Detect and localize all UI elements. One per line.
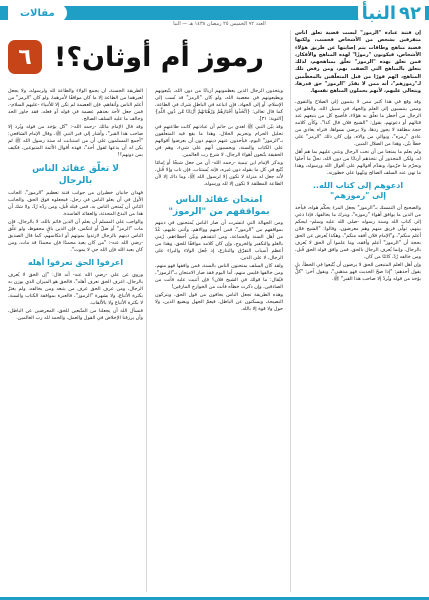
column-divider — [290, 30, 291, 592]
column-right — [295, 30, 421, 592]
body-paragraph: ويذكر الإمام ابن تيمية -رحمه الله- أن من جعل شيخًا أو إمامًا يُتّبع في كل ما يقوله دون غيره، فإنه يُستتاب، فإن تاب وإلا قُتل، لأنه جعل له منزلة لا تكون إلا لرسول الله ﷺ، وما ذاك إلا لأن الطاعة المطلقة لا تكون إلا لله ورسوله. — [155, 160, 283, 187]
body-paragraph: ولم يعلم ما يمنعنا من أن نحب الرجال ونثني عليهم بما هم أهل له، ولكن المحذور أن نتخذهم أربابًا من دون الله، نحلّ ما أحلوا ونحرّم ما حرّموا، ونقدّم أقوالهم على أقوال الله ورسوله، وهذا ما نهى عنه السلف الصالح ونبّهوا على خطورته. — [295, 148, 421, 176]
pull-quote-line: بالرجال — [58, 176, 93, 186]
body-paragraph: فهذان جانبان خطيران من جوانب فتنة تعظيم "الرموز"، الجانب الأول في أن يغلو الناس في رجل، فيجعلوه فوق الحق، والجانب الثاني أن يُمتحن الناس به، فمن قبله قُبل، ومن ردّه رُدّ، ولا شك أن هذا من البدع المحدثة، والعقائد الفاسدة. — [8, 190, 143, 217]
body-paragraph: وروي عن علي -رضي الله عنه- أنه قال: "إن الحق لا يُعرف بالرجال، اعرف الحق تعرف أهله"، فالحق هو الميزان الذي يوزن به الرجال، ومن عرف الحق عرف من يتبعه ومن يخالفه، ولم يغترّ بكثرة الأتباع، ولا بشهرة "الرموز"، فالعبرة بموافقة الكتاب والسنة، لا بكثرة الأتباع ولا بالألقاب. — [8, 272, 143, 306]
series-number-badge: ٦ — [8, 40, 42, 74]
body-paragraph: وهذه الطريقة تجعل الناس يخافون من قول الحق، ويتركون النصيحة، ويسكتون عن الباطل، فيعمّ الجهل ويضيع الدين، ولا حول ولا قوة إلا بالله. — [155, 292, 283, 312]
pull-quote-line: بمواقفهم من "الرموز" — [168, 207, 270, 217]
body-paragraph: وقد بيّن النبي ﷺ لعدي بن حاتم أن عبادتهم كانت طاعتهم في تحليل الحرام وتحريم الحلال، وهذا ما يقع فيه المتعلّقون بـ"الرموز" اليوم، فيأخذون عنهم دينهم دون أن يعرضوا أقوالهم على الكتاب والسنة، ويحسبون أنهم على شيء، وهم في الحقيقة يتّبعون أهواء الرجال، لا شرع رب العالمين. — [155, 124, 283, 158]
pull-quote-line: امتحان عقائد الناس — [175, 195, 263, 205]
issue-number: ٩٢ — [399, 2, 421, 24]
magazine-logo — [358, 0, 425, 27]
lead-paragraph: إن فتنة عبادة "الرموز" ليست قضية تعلّق أناس متفرقين بشخص من الأشخاص فحسب، ولكنها قضية مناهج وطاقات يتم إصابتها عن طريق هؤلاء الأشخاص، فيكونون "رموزًا" لهذه المناهج والأفكار، فمن تعلق بهذه "الرموز" تعلّق بمناهجهم، لذلك يتعلق بالمناهج التي اتّصفت بهم، ومن رفض تلك المناهج، اتّهم فورًا من قبل المتعلّقين بالمعظّمين لـ"رموزهم"، أنه ممن لا يقدّر "الرموز" حق قدرها، ويتعالى عليهم، لأنهم يحملون المناهج نفسها. — [295, 30, 421, 95]
issue-line: العدد ٩٢ الخميس ٢٥ رمضان ١٤٣٨ هـ — النبأ — [173, 21, 266, 27]
body-paragraph: الطريقة الحسنة، أن يجمع الولاء والطاعة لله ولرسوله، ولا يجعل لغيرهما من الطاعة إلا ما كان موافقًا لأمرهما، ولو كان "الرمز" من أعلم الناس وأتقاهم، فإن العصمة لم تكن إلا للأنبياء -عليهم السلام-، فمن جعل لأحد بعدهم عصمة في قوله أو فعله، فقد جاوز الحد وخالف ما عليه السلف الصالح. — [8, 88, 143, 122]
body-paragraph: فنسأل الله أن يجعلنا من المتّبعين للحق، المعرضين عن الباطل، وأن يرزقنا الإخلاص في القول والعمل، والحمد لله رب العالمين. — [8, 308, 143, 321]
logo-word: النبأ — [361, 2, 397, 24]
section-label: مقالات — [8, 4, 67, 22]
body-paragraph: وإن أهل العلم المتبعين للحق لا يرضون أن يُتّبعوا في الخطأ، بل يقول أحدهم: "إذا صحّ الحديث فهو مذهبي"، ويقول آخر: "كلٌّ يؤخذ من قوله ويُردّ إلا صاحب هذا القبر" ﷺ. — [295, 261, 421, 282]
body-paragraph: وقد قال الإمام مالك -رحمه الله-: "كل يؤخذ من قوله ويُرد إلا صاحب هذا القبر"، وأشار إلى قبر النبي ﷺ، وقال الإمام الشافعي: "أجمع المسلمون على أن من استبانت له سنة رسول الله ﷺ لم يكن له أن يدعها لقول أحد"، فهذه أقوال الأئمة المتبوعين، فكيف بمن دونهم؟! — [8, 124, 143, 158]
body-paragraph: والواجب على المسلم أن يعلم أن الدين قائم بالله، لا بالرجال، فإن مات "الرمز" أو ضلّ أو انتكس، فإن الدين باقٍ محفوظ، ولو علّق الناس دينهم بالرجال لارتدوا بموتهم أو انتكاسهم، كما قال الصديق -رضي الله عنه-: "من كان يعبد محمدًا فإن محمدًا قد مات، ومن كان يعبد الله فإن الله حي لا يموت". — [8, 219, 143, 253]
subheading: اعرفوا الحق تعرفوا أهله — [27, 258, 124, 267]
column-middle — [155, 88, 283, 592]
column-left — [8, 88, 143, 592]
column-divider — [146, 88, 147, 592]
subheading — [295, 181, 421, 201]
body-paragraph: وقد وقع في هذا كثير ممن لا ينتمون إلى الصلاح والتقوى، وممن ينتسبون إلى العلم والجهاد في سبيل الله، والغلو في الرجال من أخطر ما تعلّق به هؤلاء، فأصبح كل من يتبعهم عند قتالهم أو دعوتهم، يقول: "الشيخ فلان قال كذا"، وكأن كلامه حجة مطلقة لا يجوز ردها، ولا يرضى بسواها، فتراه يعادي من عادى "رمزه"، ويوالي من والاه، وإن كان ذلك "الرمز" على خطأ بيّن، وهذا من الضلال المبين. — [295, 98, 421, 147]
body-paragraph: ولقد كان السلف يمتحنون الناس بالسنة، فمن وافقها فهو منهم، ومن خالفها فليس منهم، أما اليوم فقد صار الامتحان بـ"الرموز"، فيُقال: ما قولك في الشيخ فلان؟ فإن أثنيت عليه فأنت من الصادقين، وإن ذكرت خطأه فأنت من الخوارج المارقين! — [155, 263, 283, 290]
page-header — [0, 0, 429, 28]
subheading-line: إلى "رموزهم" — [330, 190, 386, 200]
pull-quote — [8, 163, 143, 187]
title-text: رموز أم أوثان؟! — [54, 41, 264, 73]
subheading-line: ادعوهم إلى كتاب الله.. — [312, 180, 404, 190]
body-paragraph: ويتخذون الرجال الذين يعظّمونهم أربابًا من دون الله، يتّبعونهم ويطيعونهم في معصية الله، ولو كان "الرمز" قد نُسب إلى الإسلام، أو إلى الجهاد، فإن اتباعه في الباطل شرك في الطاعة، كما قال تعالى: {اتَّخَذُوا أَحْبَارَهُمْ وَرُهْبَانَهُمْ أَرْبَابًا مِّن دُونِ اللَّهِ} [التوبة: ٣١]. — [155, 88, 283, 122]
article-title — [8, 34, 278, 80]
body-paragraph: والصحيح أن التمسك بـ"الرموز" يجعل المرء يحكّم هواه، فيأخذ من الدين ما يوافق أهواء "رموزه"، ويترك ما يخالفها، فإذا دعي إلى كتاب الله وسنة رسوله -صلى الله عليه وسلم- ليحكم بينهم، تولّى فريق منهم وهم معرضون، وقالوا: "الشيخ فلان أعلم منكم"، و"الإمام فلان أفقه منكم"، وهكذا يُعرض عن الحق بحجة أن "الرموز" أعلم وأفقه، وما علموا أن الحق لا يُعرف بالرجال، وإنما يُعرف الرجال بالحق، فمن وافق قوله الحق قُبل، ومن خالفه رُدّ، كائنًا من كان. — [295, 204, 421, 260]
body-paragraph: ومن الجهالة التي انتشرت أن صار الناس يُمتحنون في دينهم بمواقفهم من "الرموز"، فمن أحبهم ووالاهم، وأثنى عليهم، عُدّ من أهل السنة والجماعة، ومن انتقدهم وبيّن أخطاءهم، رُمي بالغلو والتكفير والخروج، وإن كان كلامه موافقًا للحق، وهذا من أعظم أسباب التفرّق والتنازع، إذ جُعل الولاء والبراء على الرجال، لا على الدين. — [155, 220, 283, 261]
pull-quote-line: لا تعلّق عقائد الناس — [32, 164, 119, 174]
pull-quote — [155, 194, 283, 218]
